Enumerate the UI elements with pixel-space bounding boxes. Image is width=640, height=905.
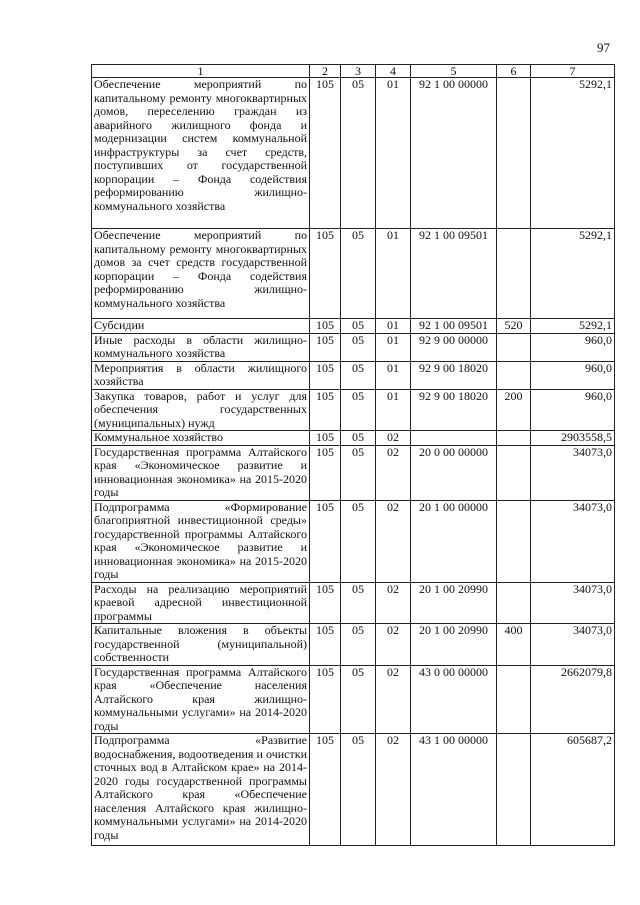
target-article-code: 92 9 00 18020 (411, 361, 497, 389)
expense-type-code (497, 445, 531, 500)
ministry-code: 105 (310, 229, 341, 319)
expense-type-code: 400 (497, 624, 531, 666)
expense-type-code: 520 (497, 319, 531, 334)
amount: 2662079,8 (531, 665, 615, 734)
section-code: 05 (341, 431, 376, 446)
target-article-code: 92 1 00 09501 (411, 319, 497, 334)
header-row (92, 65, 615, 78)
amount: 5292,1 (531, 229, 615, 319)
subsection-code: 02 (376, 500, 411, 582)
expense-type-code (497, 734, 531, 846)
target-article-code (411, 431, 497, 446)
expense-name: Подпрограмма «Развитие водоснабжения, водоотведения и очистки сточных вод в Алтайском крае» на 2014-2020 годы государственной программы Алтайского края «Обеспечение населения Алтайского края жилищно-коммунальными услугами» на 2014-2020 годы (92, 734, 310, 846)
target-article-code: 20 1 00 00000 (411, 500, 497, 582)
expense-type-code (497, 333, 531, 361)
expense-type-code (497, 431, 531, 446)
section-code: 05 (341, 624, 376, 666)
section-code: 05 (341, 229, 376, 319)
column-header: 7 (531, 65, 615, 78)
ministry-code: 105 (310, 319, 341, 334)
amount: 960,0 (531, 361, 615, 389)
amount: 960,0 (531, 333, 615, 361)
section-code: 05 (341, 445, 376, 500)
table-row (92, 582, 615, 624)
ministry-code: 105 (310, 361, 341, 389)
column-header: 5 (411, 65, 497, 78)
column-header: 4 (376, 65, 411, 78)
ministry-code: 105 (310, 665, 341, 734)
expense-type-code: 200 (497, 389, 531, 431)
expense-name: Коммунальное хозяйство (92, 431, 310, 446)
subsection-code: 01 (376, 361, 411, 389)
table-row (92, 333, 615, 361)
expense-name: Капитальные вложения в объекты государственной (муниципальной) собственности (92, 624, 310, 666)
table-row (92, 431, 615, 446)
table-row (92, 445, 615, 500)
target-article-code: 92 1 00 09501 (411, 229, 497, 319)
expense-name: Государственная программа Алтайского края «Экономическое развитие и инновационная экономика» на 2015-2020 годы (92, 445, 310, 500)
page-number: 97 (597, 40, 610, 55)
ministry-code: 105 (310, 624, 341, 666)
column-header: 1 (92, 65, 310, 78)
expense-name: Субсидии (92, 319, 310, 334)
section-code: 05 (341, 333, 376, 361)
expense-type-code (497, 229, 531, 319)
section-code: 05 (341, 389, 376, 431)
expense-name: Мероприятия в области жилищного хозяйства (92, 361, 310, 389)
amount: 2903558,5 (531, 431, 615, 446)
target-article-code: 43 0 00 00000 (411, 665, 497, 734)
subsection-code: 02 (376, 445, 411, 500)
section-code: 05 (341, 734, 376, 846)
ministry-code: 105 (310, 333, 341, 361)
column-header: 6 (497, 65, 531, 78)
table-row (92, 78, 615, 229)
ministry-code: 105 (310, 734, 341, 846)
section-code: 05 (341, 319, 376, 334)
expense-name: Подпрограмма «Формирование благоприятной инвестиционной среды» государственной программы Алтайского края «Экономическое развитие и инновационная экономика» на 2015-2020 годы (92, 500, 310, 582)
table-row (92, 319, 615, 334)
section-code: 05 (341, 361, 376, 389)
ministry-code: 105 (310, 389, 341, 431)
subsection-code: 01 (376, 78, 411, 229)
target-article-code: 20 1 00 20990 (411, 624, 497, 666)
amount: 34073,0 (531, 582, 615, 624)
amount: 5292,1 (531, 78, 615, 229)
amount: 34073,0 (531, 624, 615, 666)
subsection-code: 01 (376, 229, 411, 319)
section-code: 05 (341, 582, 376, 624)
table-row (92, 361, 615, 389)
expense-type-code (497, 665, 531, 734)
subsection-code: 02 (376, 431, 411, 446)
target-article-code: 92 1 00 00000 (411, 78, 497, 229)
subsection-code: 01 (376, 389, 411, 431)
ministry-code: 105 (310, 431, 341, 446)
subsection-code: 02 (376, 582, 411, 624)
expense-type-code (497, 500, 531, 582)
ministry-code: 105 (310, 500, 341, 582)
section-code: 05 (341, 500, 376, 582)
amount: 34073,0 (531, 445, 615, 500)
ministry-code: 105 (310, 445, 341, 500)
subsection-code: 02 (376, 624, 411, 666)
subsection-code: 02 (376, 734, 411, 846)
target-article-code: 43 1 00 00000 (411, 734, 497, 846)
table-row (92, 665, 615, 734)
section-code: 05 (341, 665, 376, 734)
amount: 5292,1 (531, 319, 615, 334)
expense-type-code (497, 582, 531, 624)
target-article-code: 20 1 00 20990 (411, 582, 497, 624)
table-row (92, 624, 615, 666)
subsection-code: 01 (376, 319, 411, 334)
amount: 34073,0 (531, 500, 615, 582)
column-header: 3 (341, 65, 376, 78)
table-row (92, 229, 615, 319)
target-article-code: 92 9 00 18020 (411, 389, 497, 431)
target-article-code: 20 0 00 00000 (411, 445, 497, 500)
subsection-code: 01 (376, 333, 411, 361)
expense-name: Обеспечение мероприятий по капитальному ремонту многоквартирных домов, переселению граждан из аварийного жилищного фонда и модернизации систем коммунальной инфраструктуры за счет средств, поступивших от государственной корпорации – Фонда содействия реформированию жилищно-коммунального хозяйства (92, 78, 310, 229)
expense-name: Государственная программа Алтайского края «Обеспечение населения Алтайского края жилищно-коммунальными услугами» на 2014-2020 годы (92, 665, 310, 734)
expense-name: Закупка товаров, работ и услуг для обеспечения государственных (муниципальных) нужд (92, 389, 310, 431)
amount: 960,0 (531, 389, 615, 431)
expense-type-code (497, 78, 531, 229)
amount: 605687,2 (531, 734, 615, 846)
column-header: 2 (310, 65, 341, 78)
ministry-code: 105 (310, 582, 341, 624)
expense-name: Иные расходы в области жилищно-коммунального хозяйства (92, 333, 310, 361)
expense-type-code (497, 361, 531, 389)
section-code: 05 (341, 78, 376, 229)
subsection-code: 02 (376, 665, 411, 734)
expense-name: Обеспечение мероприятий по капитальному ремонту многоквартирных домов за счет средств государственной корпорации – Фонда содействия реформированию жилищно-коммунального хозяйства (92, 229, 310, 319)
table-row (92, 389, 615, 431)
table-row (92, 734, 615, 846)
expense-name: Расходы на реализацию мероприятий краевой адресной инвестиционной программы (92, 582, 310, 624)
budget-table (91, 64, 615, 846)
target-article-code: 92 9 00 00000 (411, 333, 497, 361)
ministry-code: 105 (310, 78, 341, 229)
table-row (92, 500, 615, 582)
